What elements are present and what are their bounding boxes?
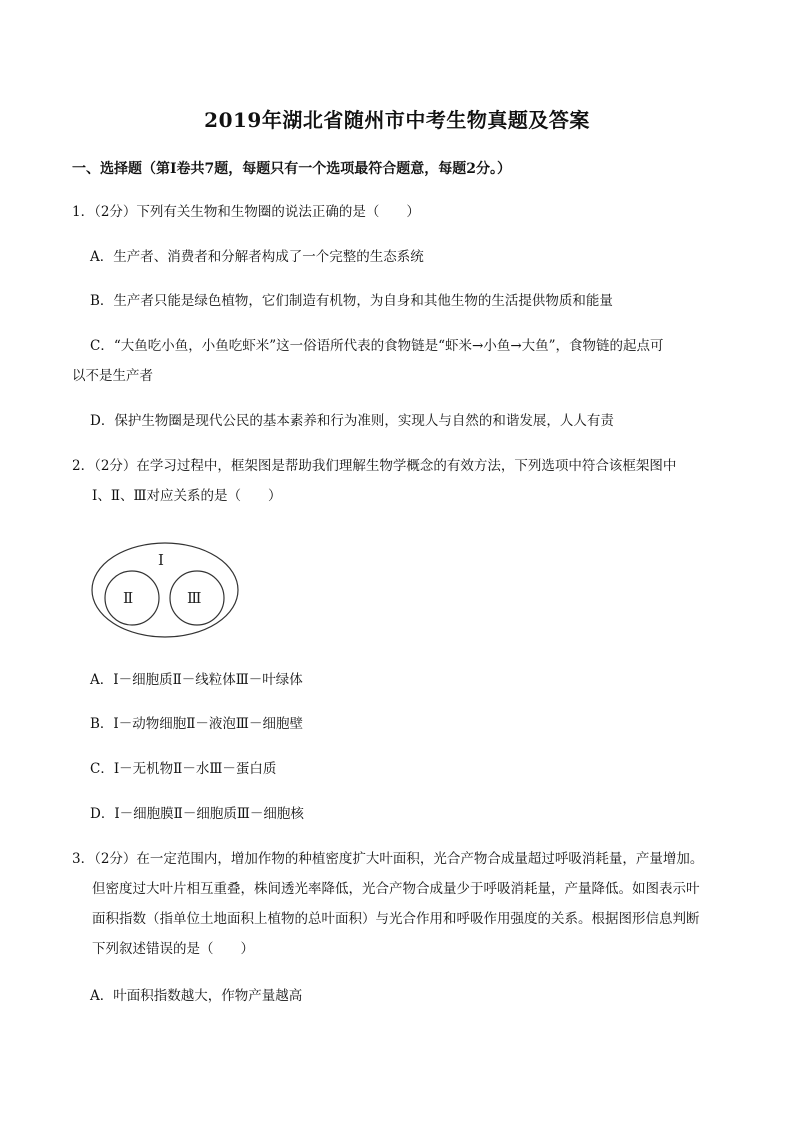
question-3-stem-line-3: 面积指数（指单位土地面积上植物的总叶面积）与光合作用和呼吸作用强度的关系。根据图形信息判断 [92,911,700,927]
question-1-option-b: B．生产者只能是绿色植物，它们制造有机物，为自身和其他生物的生活提供物质和能量 [90,293,613,309]
venn-diagram [90,540,240,640]
question-3-stem: 3．（2分）在一定范围内，增加作物的种植密度扩大叶面积，光合产物合成量超过呼吸消耗量，产量增加。 [72,851,704,867]
question-3-option-a: A．叶面积指数越大，作物产量越高 [90,988,303,1004]
question-2-stem: 2．（2分）在学习过程中，框架图是帮助我们理解生物学概念的有效方法，下列选项中符合该框架图中 [72,458,677,474]
question-1-option-d: D．保护生物圈是现代公民的基本素养和行为准则，实现人与自然的和谐发展，人人有责 [90,413,614,429]
question-2-option-a: A．Ⅰ－细胞质Ⅱ－线粒体Ⅲ－叶绿体 [90,672,303,688]
question-1-option-a: A．生产者、消费者和分解者构成了一个完整的生态系统 [90,249,424,265]
question-3-stem-line-4: 下列叙述错误的是（ ） [92,941,254,957]
page-title: 2019年湖北省随州市中考生物真题及答案 [204,108,590,132]
question-2-option-b: B．Ⅰ－动物细胞Ⅱ－液泡Ⅲ－细胞壁 [90,716,303,732]
label-right: Ⅲ [187,589,202,607]
question-3-stem-line-2: 但密度过大叶片相互重叠，株间透光率降低，光合产物合成量少于呼吸消耗量，产量降低。如图表示叶 [92,881,700,897]
question-1-option-c-continued: 以不是生产者 [72,368,153,384]
question-2-option-c: C．Ⅰ－无机物Ⅱ－水Ⅲ－蛋白质 [90,761,277,777]
question-2-option-d: D．Ⅰ－细胞膜Ⅱ－细胞质Ⅲ－细胞核 [90,806,304,822]
question-1-stem: 1．（2分）下列有关生物和生物圈的说法正确的是（ ） [72,204,420,220]
label-left: Ⅱ [123,589,134,607]
outer-ellipse [92,543,238,637]
question-2-stem-continued: Ⅰ、Ⅱ、Ⅲ对应关系的是（ ） [92,488,282,504]
section-heading: 一、选择题（第Ⅰ卷共7题，每题只有一个选项最符合题意，每题2分。） [72,161,512,177]
label-outer: Ⅰ [158,551,164,569]
question-1-option-c: C．“大鱼吃小鱼，小鱼吃虾米”这一俗语所代表的食物链是“虾米→小鱼→大鱼”，食物链的起点可 [90,338,664,354]
